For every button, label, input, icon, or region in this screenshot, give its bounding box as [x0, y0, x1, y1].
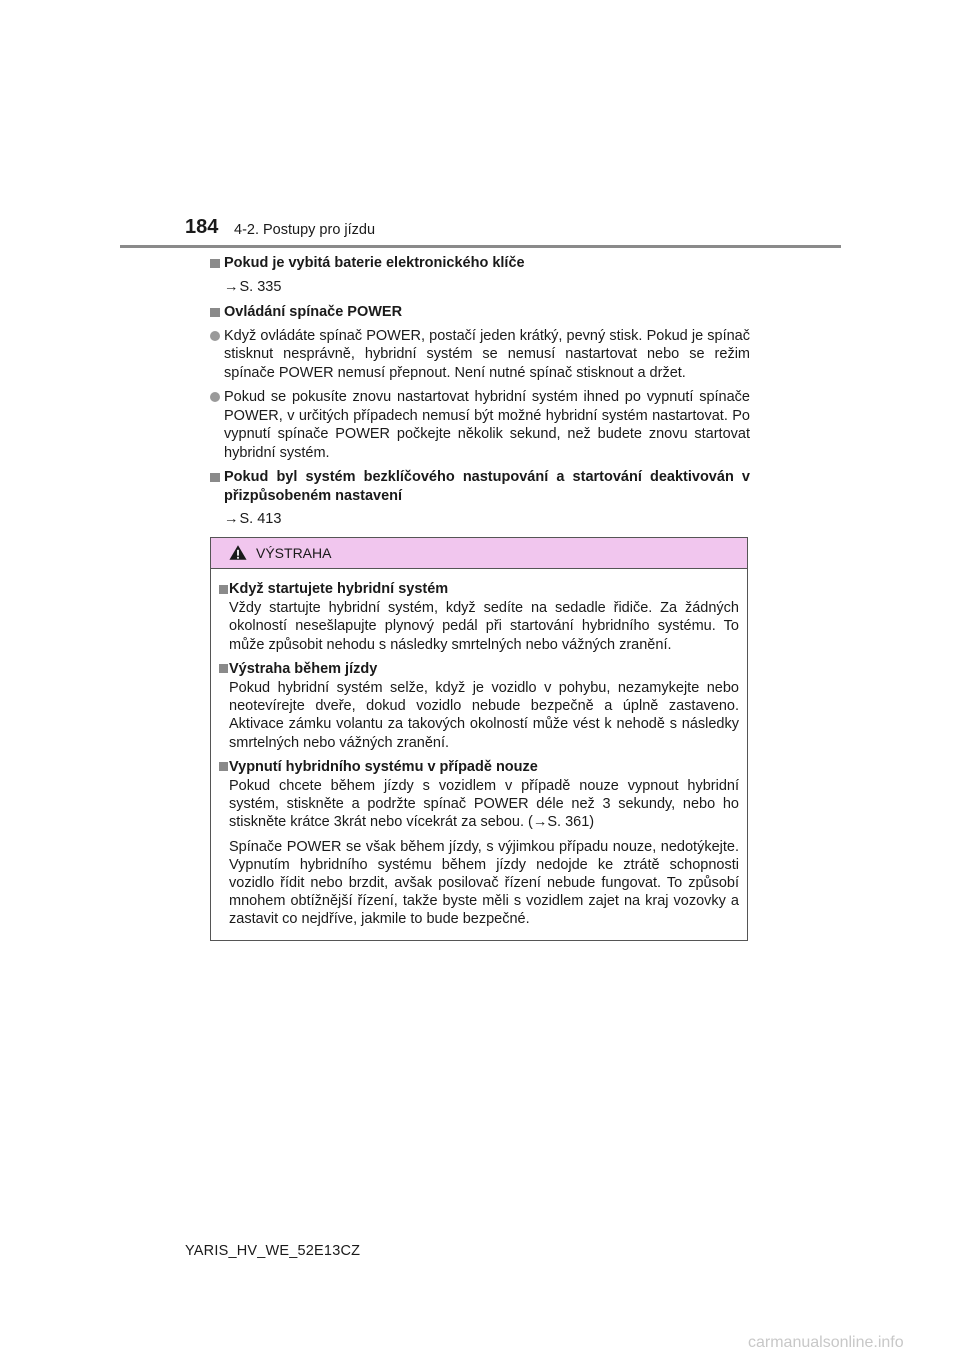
- square-bullet-icon: [219, 762, 228, 771]
- bullet-item: Když ovládáte spínač POWER, postačí jeden krátký, pevný stisk. Pokud je spínač stisknut nesprávně, hybridní systém se nemusí nastartovat nebo se režim spínače POWER nemusí přepnout. Není nutné spínač stisknout a držet.: [210, 327, 750, 383]
- header-divider: [120, 245, 841, 248]
- warning-heading-driving: Výstraha během jízdy: [219, 660, 739, 678]
- warning-paragraph: Vždy startujte hybridní systém, když sedíte na sedadle řidiče. Za žádných okolností nesešlapujte plynový pedál při startování hybridního systému. To může způsobit nehodu s následky smrtelných nebo vážných zranění.: [229, 600, 739, 653]
- page-number: 184: [185, 216, 219, 238]
- topic-heading-power-switch: Ovládání spínače POWER: [210, 303, 750, 322]
- circle-bullet-icon: [210, 392, 220, 402]
- square-bullet-icon: [210, 308, 220, 318]
- page-reference: [210, 278, 750, 297]
- warning-paragraph: Spínače POWER se však během jízdy, s výjimkou případu nouze, nedotýkejte. Vypnutím hybridního systému během jízdy nedojde ke ztrátě schopnosti vozidlo řídit nebo brzdit, avšak posilovač řízení nebude fungovat. To způsobí mnohem obtížnější řízení, takže byste měli s vozidlem zajet na kraj vozovky a zastavit co nejdříve, jakmile to bude bezpečné.: [229, 838, 739, 928]
- topic-heading-keyless: Pokud byl systém bezklíčového nastupování a startování deaktivován v přizpůsobeném nastavení: [210, 468, 750, 505]
- watermark: carmanualsonline.info: [748, 1334, 904, 1351]
- right-arrow-icon: →: [224, 511, 239, 527]
- page-reference-link[interactable]: S. 413: [239, 511, 282, 527]
- circle-bullet-icon: [210, 331, 220, 341]
- warning-title: VÝSTRAHA: [256, 545, 332, 561]
- warning-paragraph: Pokud hybridní systém selže, když je vozidlo v pohybu, nezamykejte nebo neotevírejte dveře, dokud vozidlo nebude bezpečně a úplně zastaveno. Aktivace zámku volantu za takových okolností může vést k nehodě s následky smrtelných nebo vážných zranění.: [229, 680, 739, 751]
- bullet-item: Pokud se pokusíte znovu nastartovat hybridní systém ihned po vypnutí spínače POWER, v určitých případech nemusí být možné hybridní systém nastartovat. Po vypnutí spínače POWER počkejte několik sekund, než budete znovu startovat hybridní systém.: [210, 388, 750, 462]
- main-content: [210, 254, 750, 536]
- warning-triangle-icon: [229, 544, 247, 561]
- warning-header: [211, 538, 747, 569]
- document-code: YARIS_HV_WE_52E13CZ: [185, 1243, 361, 1259]
- page-reference: [210, 510, 750, 529]
- section-title: 4-2. Postupy pro jízdu: [234, 222, 376, 238]
- warning-heading-start: Když startujete hybridní systém: [219, 580, 739, 598]
- right-arrow-icon: →: [224, 278, 239, 295]
- square-bullet-icon: [219, 585, 228, 594]
- warning-body: [211, 569, 747, 929]
- square-bullet-icon: [219, 664, 228, 673]
- square-bullet-icon: [210, 473, 220, 483]
- warning-box: [210, 537, 748, 941]
- page-reference-link[interactable]: S. 335: [239, 278, 282, 295]
- topic-heading-battery: Pokud je vybitá baterie elektronického klíče: [210, 254, 750, 273]
- warning-heading-emergency: Vypnutí hybridního systému v případě nouze: [219, 758, 739, 776]
- square-bullet-icon: [210, 259, 220, 269]
- warning-paragraph: Pokud chcete během jízdy s vozidlem v případě nouze vypnout hybridní systém, stiskněte a podržte spínač POWER déle než 3 sekundy, nebo ho stiskněte krátce 3krát nebo vícekrát za sebou. (→S. 361): [229, 778, 739, 831]
